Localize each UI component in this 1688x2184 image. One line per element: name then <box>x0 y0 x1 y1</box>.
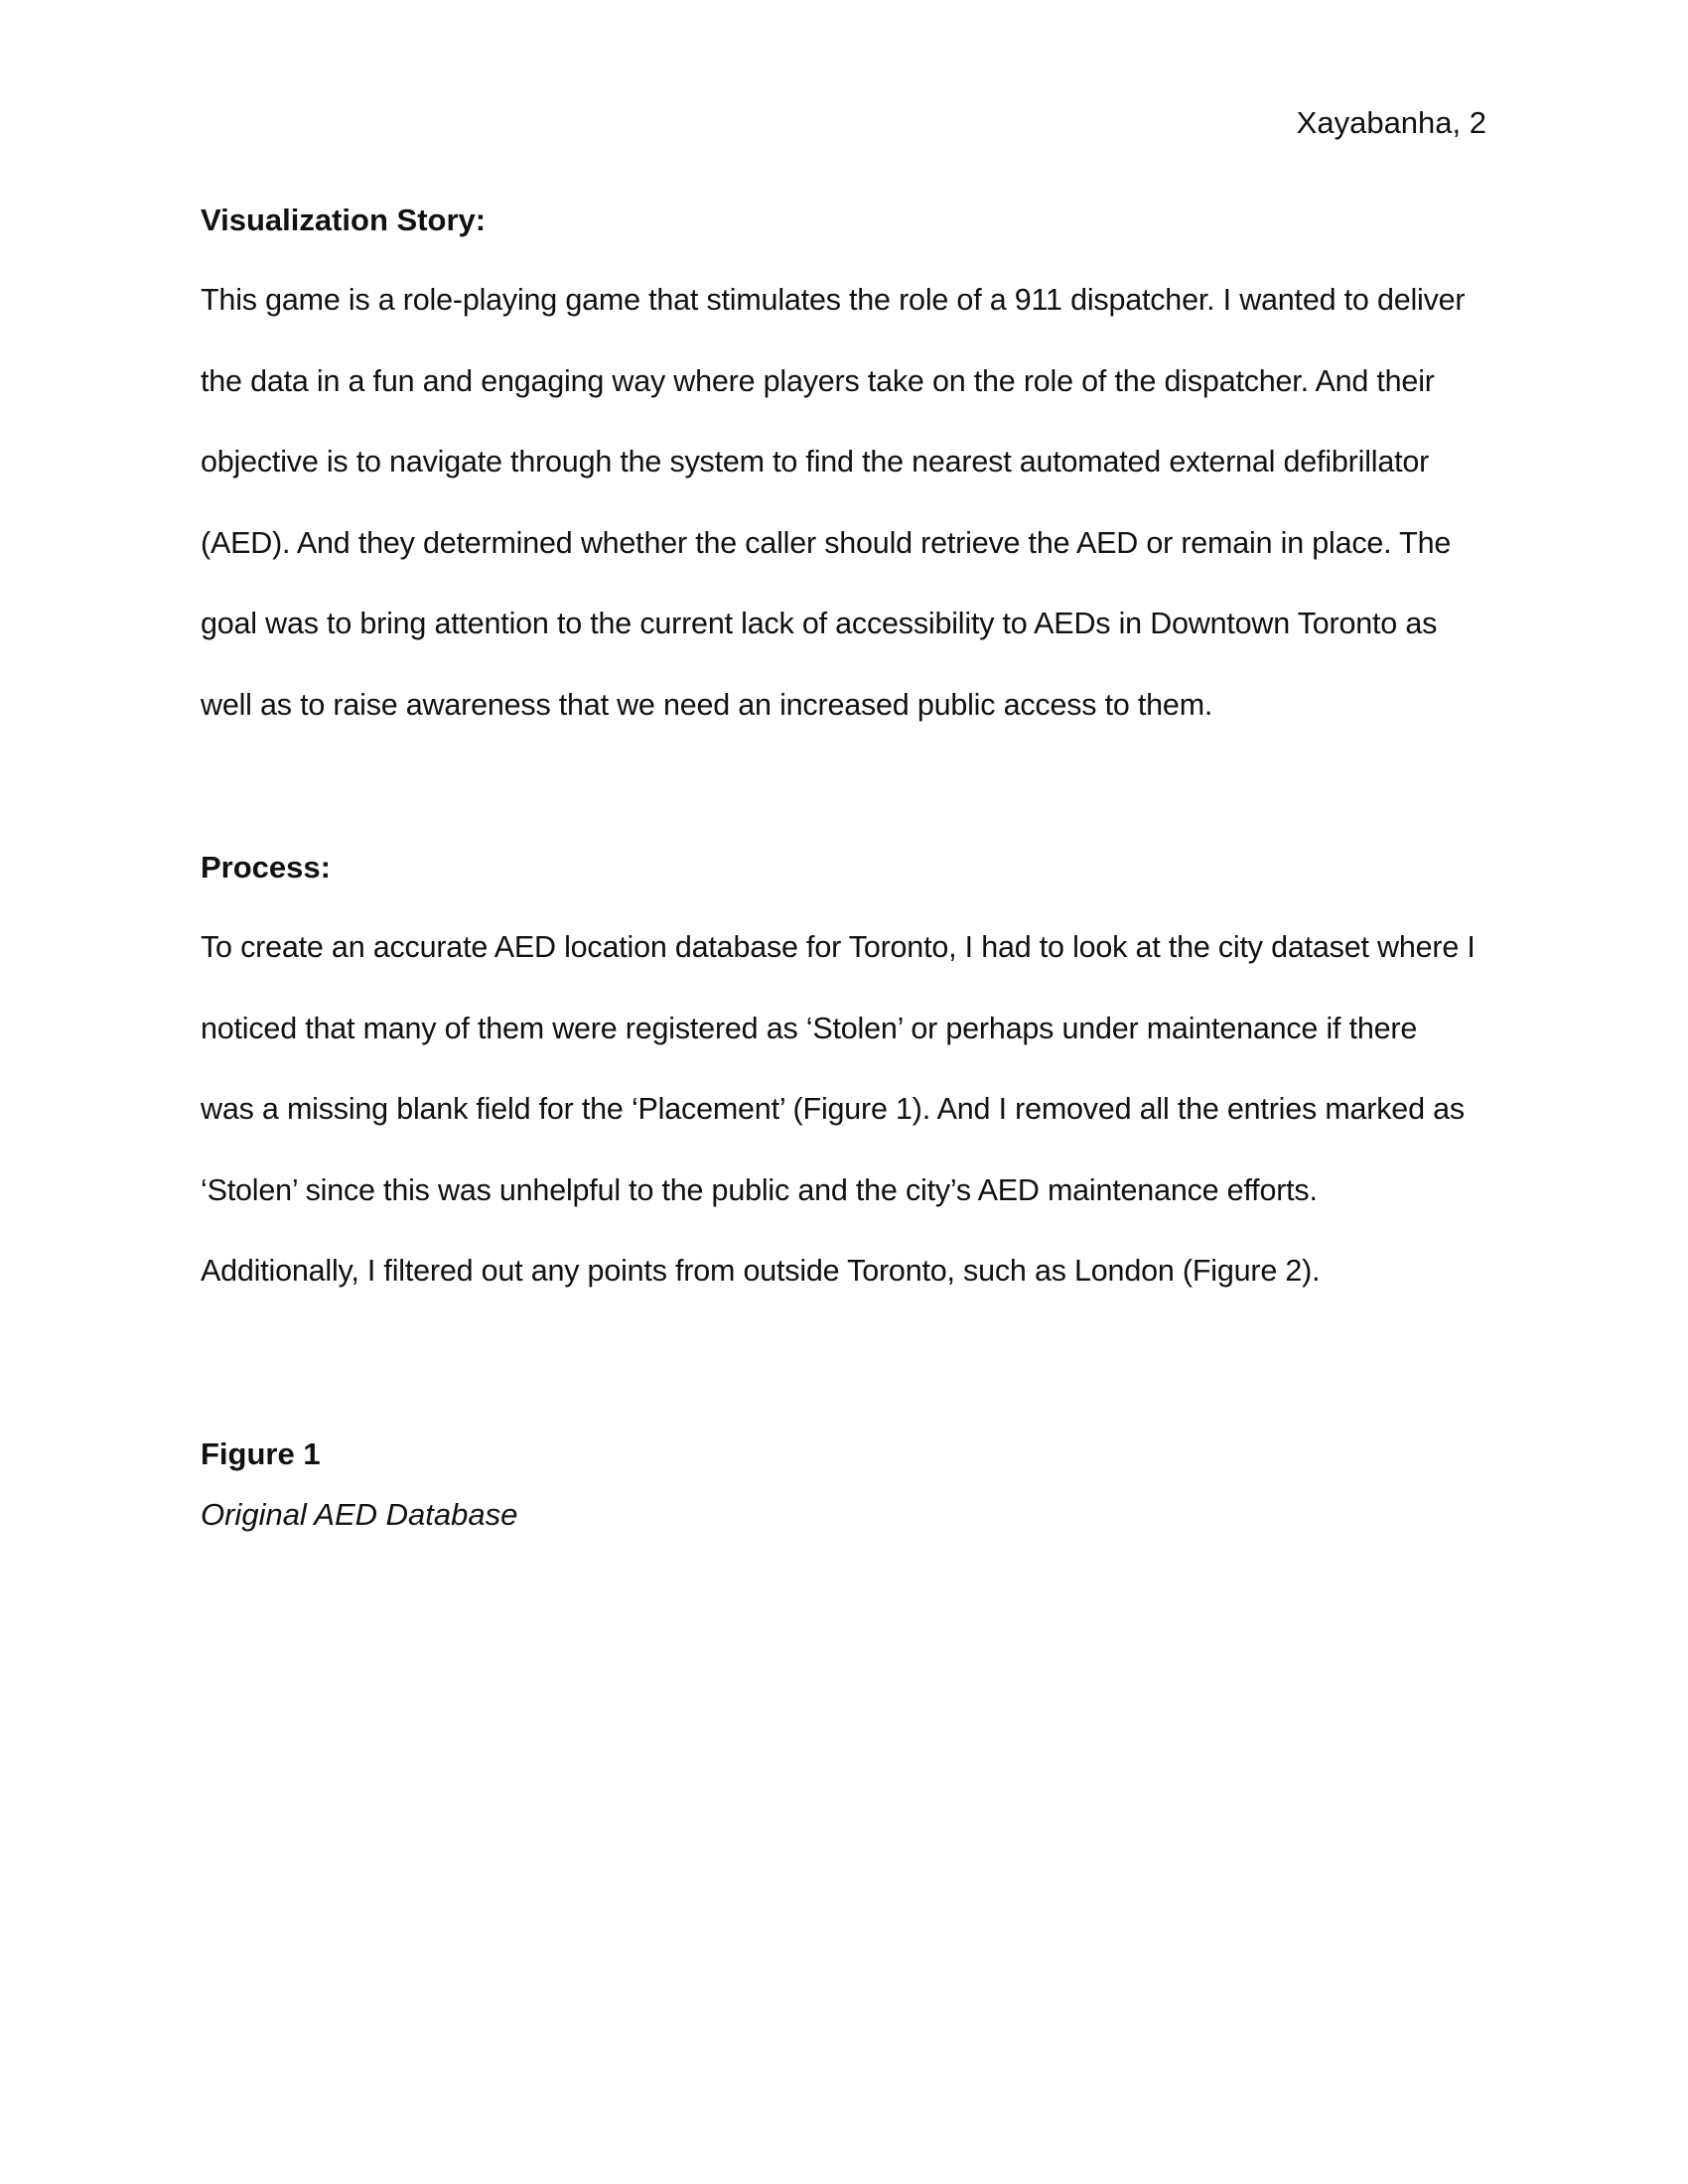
paragraph-line: objective is to navigate through the system to find the nearest automated external defibrillator <box>201 445 1430 478</box>
visualization-story-paragraph <box>201 260 1465 746</box>
process-paragraph <box>201 907 1476 1312</box>
paragraph-line: goal was to bring attention to the current lack of accessibility to AEDs in Downtown Toronto as <box>201 607 1438 640</box>
section-heading-visualization-story: Visualization Story: <box>201 203 487 237</box>
running-head: Xayabanha, 2 <box>1296 105 1486 140</box>
section-heading-process: Process: <box>201 850 331 885</box>
paragraph-line: noticed that many of them were registered as ‘Stolen’ or perhaps under maintenance if there <box>201 1011 1418 1045</box>
paragraph-line: the data in a fun and engaging way where players take on the role of the dispatcher. And their <box>201 363 1435 398</box>
paragraph-line: To create an accurate AED location database for Toronto, I had to look at the city dataset where I <box>201 930 1476 964</box>
figure-label: Figure 1 <box>201 1436 321 1471</box>
paragraph-line: ‘Stolen’ since this was unhelpful to the public and the city’s AED maintenance efforts. <box>201 1172 1318 1207</box>
figure-caption: Original AED Database <box>201 1497 518 1532</box>
paragraph-line: This game is a role-playing game that stimulates the role of a 911 dispatcher. I wanted to deliver <box>201 283 1466 317</box>
paragraph-line: well as to raise awareness that we need an increased public access to them. <box>201 687 1213 722</box>
paragraph-line: (AED). And they determined whether the caller should retrieve the AED or remain in place. The <box>201 525 1452 560</box>
paragraph-line: was a missing blank field for the ‘Placement’ (Figure 1). And I removed all the entries marked as <box>201 1092 1465 1126</box>
paragraph-line: Additionally, I filtered out any points from outside Toronto, such as London (Figure 2). <box>201 1254 1321 1288</box>
